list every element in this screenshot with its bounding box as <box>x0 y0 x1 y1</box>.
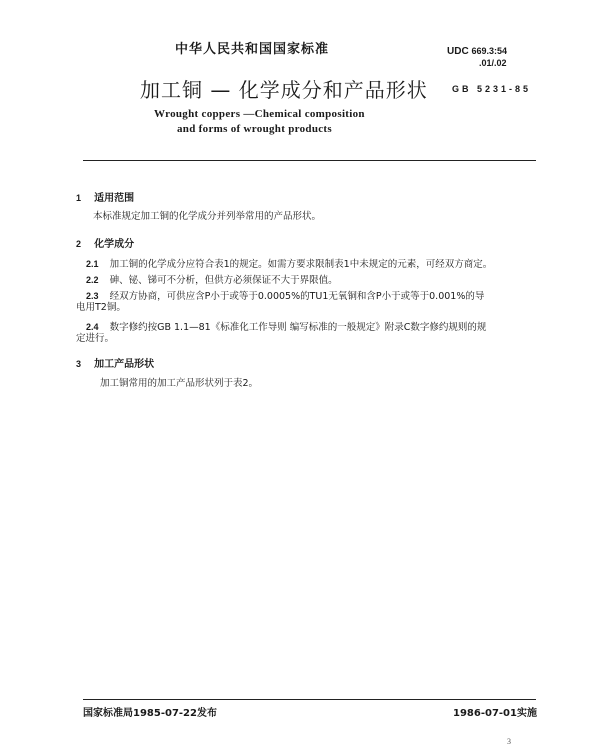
clause-number: 2.2 <box>86 275 99 285</box>
section-title: 加工产品形状 <box>94 359 155 370</box>
clause-text: 数字修约按GB 1.1—81《标准化工作导则 编写标准的一般规定》附录C数字修约规则的规 <box>109 322 487 333</box>
clause-number: 2.3 <box>86 291 99 301</box>
document-title: 加工铜 — 化学成分和产品形状 <box>140 78 428 102</box>
national-standard-heading: 中华人民共和国国家标准 <box>175 42 330 57</box>
udc-code-line1: 669.3:54 <box>471 46 507 56</box>
clause-number: 2.4 <box>86 322 99 332</box>
section-title: 适用范围 <box>94 193 135 204</box>
section-3-text: 加工铜常用的加工产品形状列于表2。 <box>100 378 259 389</box>
clause-2-4 <box>86 315 486 334</box>
section-1-text: 本标准规定加工铜的化学成分并列举常用的产品形状。 <box>93 211 322 222</box>
section-title: 化学成分 <box>94 239 135 250</box>
section-2-heading <box>76 232 134 251</box>
udc-code <box>447 46 507 57</box>
section-3-heading <box>76 352 154 371</box>
standard-number: GB 5231-85 <box>452 84 532 94</box>
clause-2-3-continued: 电用T2铜。 <box>76 302 126 313</box>
section-number: 1 <box>76 193 82 203</box>
clause-text: 砷、铋、锑可不分析，但供方必须保证不大于界限值。 <box>109 275 338 286</box>
effective-date: 1986-07-01实施 <box>453 708 537 719</box>
clause-text: 加工铜的化学成分应符合表1的规定。如需方要求限制表1中未规定的元素，可经双方商定。 <box>109 259 493 270</box>
udc-label: UDC <box>447 46 469 57</box>
section-number: 2 <box>76 239 82 249</box>
english-title-line1: Wrought coppers —Chemical composition <box>154 108 365 120</box>
clause-text: 经双方协商，可供应含P小于或等于0.0005%的TU1无氧铜和含P小于或等于0.001%的导 <box>109 291 485 302</box>
header-divider <box>83 160 536 161</box>
english-title-line2: and forms of wrought products <box>177 123 332 135</box>
udc-code-line2: .01/.02 <box>479 58 507 68</box>
section-number: 3 <box>76 359 82 369</box>
issue-date: 国家标准局1985-07-22发布 <box>83 708 217 719</box>
clause-2-3 <box>86 284 484 303</box>
clause-2-4-continued: 定进行。 <box>76 333 115 344</box>
section-1-heading <box>76 186 134 205</box>
clause-number: 2.1 <box>86 259 99 269</box>
page-number: 3 <box>507 737 511 746</box>
footer-divider <box>83 699 536 700</box>
